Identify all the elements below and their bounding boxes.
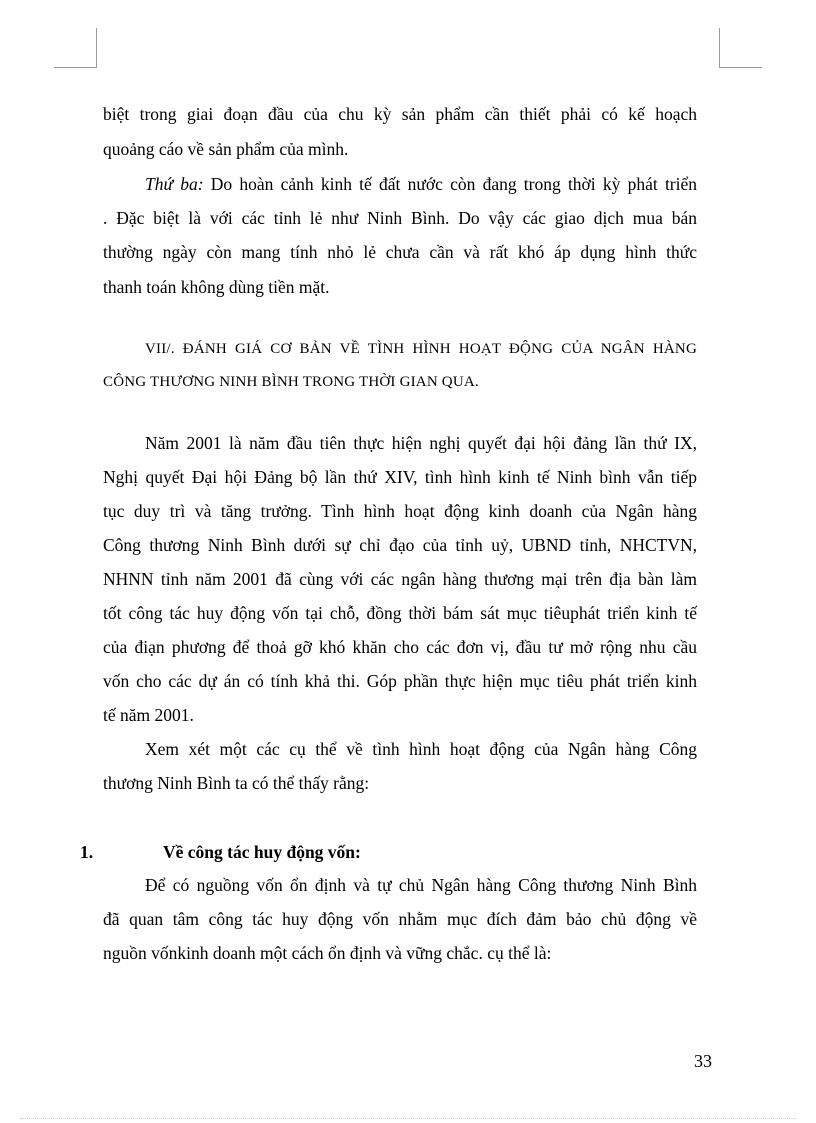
crop-mark-top-left-horizontal	[54, 67, 96, 69]
section-heading-line: CÔNG THƯƠNG NINH BÌNH TRONG THỜI GIAN QUA.	[103, 374, 479, 390]
page-number: 33	[694, 1051, 712, 1071]
paragraph-line	[145, 174, 697, 194]
section-heading-line: VII/. ĐÁNH GIÁ CƠ BẢN VỀ TÌNH HÌNH HOẠT ĐỘNG CỦA NGÂN HÀNG	[145, 341, 697, 357]
subsection-title: Về công tác huy động vốn:	[163, 842, 361, 862]
paragraph-line: tế năm 2001.	[103, 705, 194, 725]
paragraph-line: NHNN tỉnh năm 2001 đã cùng với các ngân hàng thương mại trên địa bàn làm	[103, 569, 697, 589]
crop-mark-top-left	[76, 28, 97, 68]
paragraph-line: . Đặc biệt là với các tỉnh lẻ như Ninh Bình. Do vậy các giao dịch mua bán	[103, 208, 697, 228]
paragraph-line: thương Ninh Bình ta có thể thấy rằng:	[103, 773, 370, 793]
paragraph-line: Năm 2001 là năm đầu tiên thực hiện nghị quyết đại hội đảng lần thứ IX,	[145, 433, 697, 453]
paragraph-line-rest: Do hoàn cảnh kinh tế đất nước còn đang trong thời kỳ phát triển	[203, 174, 698, 194]
paragraph-line: biệt trong giai đoạn đầu của chu kỳ sản phẩm cần thiết phải có kế hoạch	[103, 104, 697, 124]
paragraph-line: quoảng cáo về sản phẩm của mình.	[103, 139, 349, 159]
paragraph-line: Nghị quyết Đại hội Đảng bộ lần thứ XIV, tình hình kinh tế Ninh bình vẫn tiếp	[103, 467, 697, 487]
paragraph-line: của điạn phương để thoả gỡ khó khăn cho các đơn vị, đầu tư mở rộng nhu cầu	[103, 637, 697, 657]
paragraph-line: Xem xét một các cụ thể về tình hình hoạt động của Ngân hàng Công	[145, 739, 697, 759]
crop-mark-top-right	[719, 28, 740, 68]
subsection-number: 1.	[80, 842, 94, 862]
paragraph-line: tục duy trì và tăng trưởng. Tình hình hoạt động kinh doanh của Ngân hàng	[103, 501, 697, 521]
paragraph-lead-italic: Thứ ba:	[145, 174, 204, 194]
paragraph-line: vốn cho các dự án có tính khả thi. Góp phần thực hiện mục tiêu phát triển kinh	[103, 671, 697, 691]
paragraph-line: nguồn vốnkinh doanh một cách ổn định và vững chắc. cụ thể là:	[103, 943, 552, 963]
paragraph-line: Công thương Ninh Bình dưới sự chỉ đạo của tỉnh uỷ, UBND tỉnh, NHCTVN,	[103, 535, 697, 555]
paragraph-line: Để có nguồng vốn ổn định và tự chủ Ngân hàng Công thương Ninh Bình	[145, 875, 697, 895]
paragraph-line: đã quan tâm công tác huy động vốn nhằm mục đích đảm bảo chủ động về	[103, 909, 697, 929]
paragraph-line: tốt công tác huy động vốn tại chỗ, đồng thời bám sát mục tiêuphát triển kinh tế	[103, 603, 697, 623]
paragraph-line: thường ngày còn mang tính nhỏ lẻ chưa cần và rất khó áp dụng hình thức	[103, 242, 697, 262]
paragraph-line: thanh toán không dùng tiền mặt.	[103, 277, 330, 297]
crop-mark-top-right-horizontal	[720, 67, 762, 69]
page-bottom-border	[20, 1118, 796, 1119]
